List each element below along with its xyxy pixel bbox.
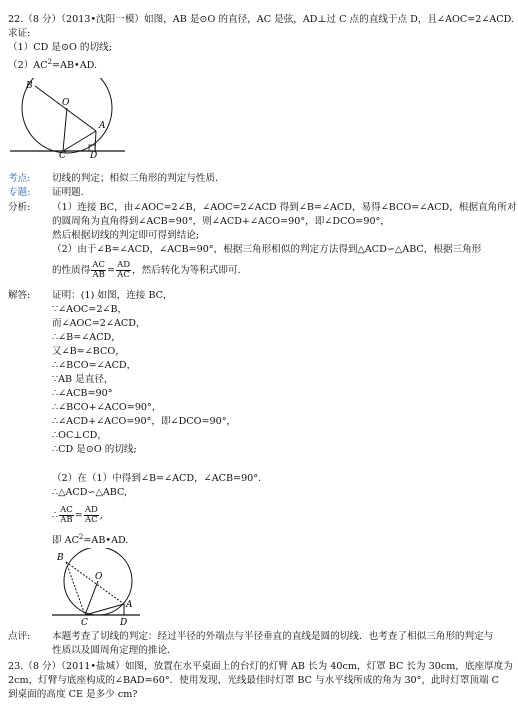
solution-line-8: ∴∠BCO+∠ACO=90°， (52, 402, 162, 413)
zhuanti-label: 专题: (8, 187, 31, 198)
q23-line-2: 2cm，灯臂与底座构成的∠BAD=60°．使用发现，光线最佳时灯罩 BC 与水平线所成的角为 30°，此时灯罩顶端 C (8, 675, 499, 686)
figure-circle-tangent-1 (10, 78, 130, 158)
fenxi-line-1: （1）连接 BC，由∠AOC=2∠B，∠AOC=2∠ACD 得到∠B=∠ACD，易得∠BCO=∠ACD，根据直角所对 (52, 202, 517, 213)
comment-line-1: 本题考查了切线的判定：经过半径的外端点与半径垂直的直线是圆的切线．也考查了相似三角形的判定与 (52, 631, 494, 642)
solution-line-3: ∴∠B=∠ACD， (52, 332, 121, 343)
q23-line-1: 23.（8 分）（2011•盐城）如图，放置在水平桌面上的台灯的灯臂 AB 长为 40cm，灯罩 BC 长为 30cm，底座厚度为 (8, 661, 513, 672)
fig2-label-o: O (95, 572, 103, 582)
fenxi-line-3: 然后根据切线的判定即可得到结论; (52, 230, 200, 241)
fenxi-line-4: （2）由于∠B=∠ACD，∠ACB=90°，根据三角形相似的判定方法得到△ACD∽△ABC，根据三角形 (52, 244, 482, 255)
solution-line-1: ∵∠AOC=2∠B， (52, 304, 128, 315)
solution-line-9: ∴∠ACD+∠ACO=90°，即∠DCO=90°， (52, 416, 237, 427)
q22-part1: （1）CD 是⊙O 的切线; (8, 42, 112, 53)
fig2-label-a: A (126, 600, 133, 610)
fig2-label-d: D (120, 618, 128, 628)
solution-line-7: ∴∠ACB=90° (52, 388, 113, 399)
fenxi-line-2: 的圆周角为直角得到∠ACB=90°，则∠ACD+∠ACO=90°，即∠DCO=90°， (52, 216, 390, 227)
fenxi-line-5: 的性质得 $\frac{AC}{AB}$ = $\frac{AD}{AC}$ ，然后转化为等积式即可. (52, 260, 241, 280)
solution-part2-line-0: （2）在（1）中得到∠B=∠ACD，∠ACB=90°. (52, 473, 262, 484)
comment-line-2: 性质以及圆周角定理的推论. (52, 645, 171, 656)
fenxi-fraction-2: $\frac{AD}{AC}$ (117, 260, 131, 280)
solution-line-10: ∴OC⊥CD， (52, 430, 107, 441)
solution-part2-line-2: ∴ $\frac{AC}{AB}$ = $\frac{AD}{AC}$ , (52, 505, 103, 525)
solution-line-0: 证明：(1) 如图，连接 BC， (52, 290, 173, 301)
fig1-label-c: C (59, 151, 66, 158)
q22-prompt: 求证: (8, 28, 31, 39)
q22-part2: $(2)AC^2=AB•AD$. (8, 58, 98, 72)
solution-line-11: ∴CD 是⊙O 的切线; (52, 444, 137, 455)
fenxi-fraction-1: $\frac{AC}{AB}$ (92, 260, 106, 280)
kaodian-label: 考点: (8, 173, 31, 184)
solution-fraction-1: $\frac{AC}{AB}$ (60, 505, 73, 525)
fig1-label-b: B (26, 81, 33, 91)
fig1-label-a: A (99, 121, 106, 131)
jieda-label: 解答: (8, 290, 31, 301)
zhuanti-row (8, 186, 84, 200)
solution-line-4: 又∠B=∠BCO， (52, 346, 125, 357)
dianping-label: 点评: (8, 631, 31, 642)
solution-line-6: ∵AB 是直径， (52, 374, 114, 385)
q22-header: 22.（8 分）（2013•沈阳一模）如图，AB 是⊙O 的直径，AC 是弦，AD⊥过 C 点的直线于点 D，且∠AOC=2∠ACD. (8, 14, 515, 25)
fig2-label-c: C (81, 618, 88, 628)
zhuanti-text: 证明题. (52, 187, 84, 198)
solution-fraction-2: $\frac{AD}{AC}$ (84, 505, 98, 525)
figure-circle-tangent-2 (52, 548, 142, 628)
fig2-label-b: B (57, 553, 64, 563)
kaodian-text: 切线的判定；相似三角形的判定与性质. (52, 173, 219, 184)
fenxi-label: 分析: (8, 202, 31, 213)
fig1-label-d: D (90, 151, 98, 158)
solution-part2-line-1: ∴△ACD∽△ABC, (52, 487, 128, 498)
solution-line-2: 而∠AOC=2∠ACD， (52, 318, 146, 329)
fig1-label-o: O (62, 98, 70, 108)
kaodian-row (8, 172, 219, 186)
solution-line-5: ∴∠BCO=∠ACD， (52, 360, 137, 371)
q23-line-3: 到桌面的高度 CE 是多少 cm? (8, 689, 138, 700)
solution-part2-line-3: 即 $AC^2=AB•AD$. (52, 533, 129, 547)
